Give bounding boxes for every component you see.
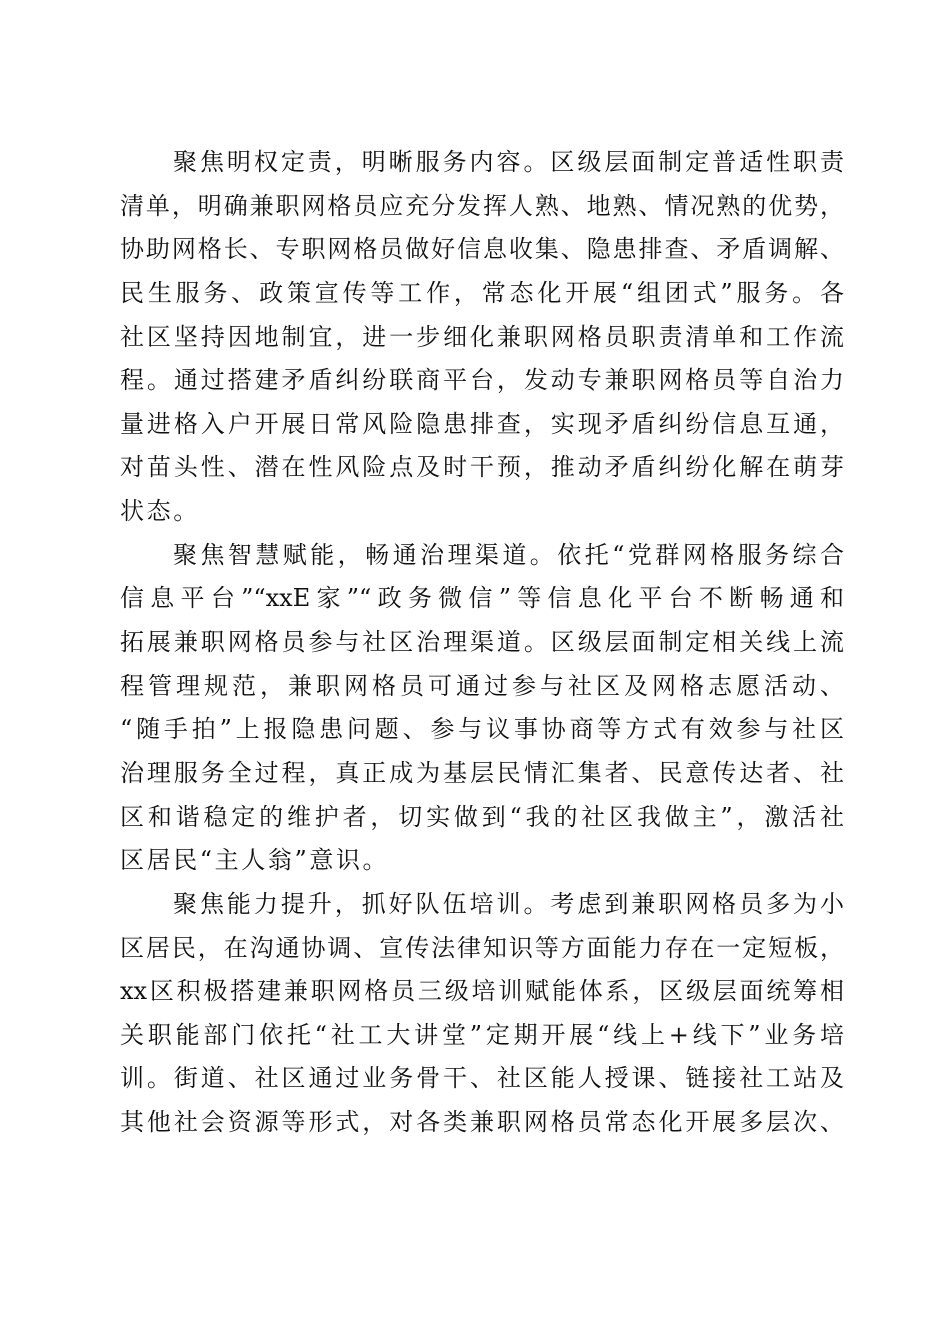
text-line: 其他社会资源等形式，对各类兼职网格员常态化开展多层次、: [120, 1108, 844, 1137]
paragraph-capacity-training: [120, 883, 844, 1145]
text-line: 对苗头性、潜在性风险点及时干预，推动矛盾纠纷化解在萌芽: [120, 453, 844, 482]
text-line: “随手拍”上报隐患问题、参与议事协商等方式有效参与社区: [120, 715, 844, 744]
text-line: 民生服务、政策宣传等工作，常态化开展“组团式”服务。各: [120, 278, 844, 307]
text-line: 程管理规范，兼职网格员可通过参与社区及网格志愿活动、: [120, 671, 844, 700]
text-line: 训。街道、社区通过业务骨干、社区能人授课、链接社工站及: [120, 1064, 844, 1093]
text-line: 关职能部门依托“社工大讲堂”定期开展“线上+线下”业务培: [120, 1020, 844, 1049]
text-line: 聚焦智慧赋能，畅通治理渠道。依托“党群网格服务综合: [173, 540, 844, 569]
text-line: 清单，明确兼职网格员应充分发挥人熟、地熟、情况熟的优势，: [120, 191, 844, 220]
text-line: 治理服务全过程，真正成为基层民情汇集者、民意传达者、社: [120, 758, 844, 787]
text-line: 聚焦明权定责，明晰服务内容。区级层面制定普适性职责: [173, 148, 844, 176]
text-line: 区居民“主人翁”意识。: [120, 846, 390, 875]
paragraph-smart-empowerment: [120, 534, 844, 883]
text-line: 区和谐稳定的维护者，切实做到“我的社区我做主”，激活社: [120, 802, 844, 831]
text-line: 区居民，在沟通协调、宣传法律知识等方面能力存在一定短板，: [120, 933, 844, 962]
text-line: 协助网格长、专职网格员做好信息收集、隐患排查、矛盾调解、: [120, 235, 844, 264]
text-line: 状态。: [120, 497, 200, 526]
paragraph-clarify-duties: [120, 141, 844, 534]
text-line: xx区积极搭建兼职网格员三级培训赋能体系，区级层面统筹相: [120, 977, 844, 1006]
text-line: 程。通过搭建矛盾纠纷联商平台，发动专兼职网格员等自治力: [120, 366, 844, 395]
text-line: 信息平台”“xxE家”“政务微信”等信息化平台不断畅通和: [120, 584, 844, 613]
text-line: 聚焦能力提升，抓好队伍培训。考虑到兼职网格员多为小: [173, 889, 844, 918]
text-line: 量进格入户开展日常风险隐患排查，实现矛盾纠纷信息互通，: [120, 409, 844, 438]
text-line: 社区坚持因地制宜，进一步细化兼职网格员职责清单和工作流: [120, 322, 844, 351]
document-body: [120, 141, 844, 1145]
text-line: 拓展兼职网格员参与社区治理渠道。区级层面制定相关线上流: [120, 628, 844, 657]
